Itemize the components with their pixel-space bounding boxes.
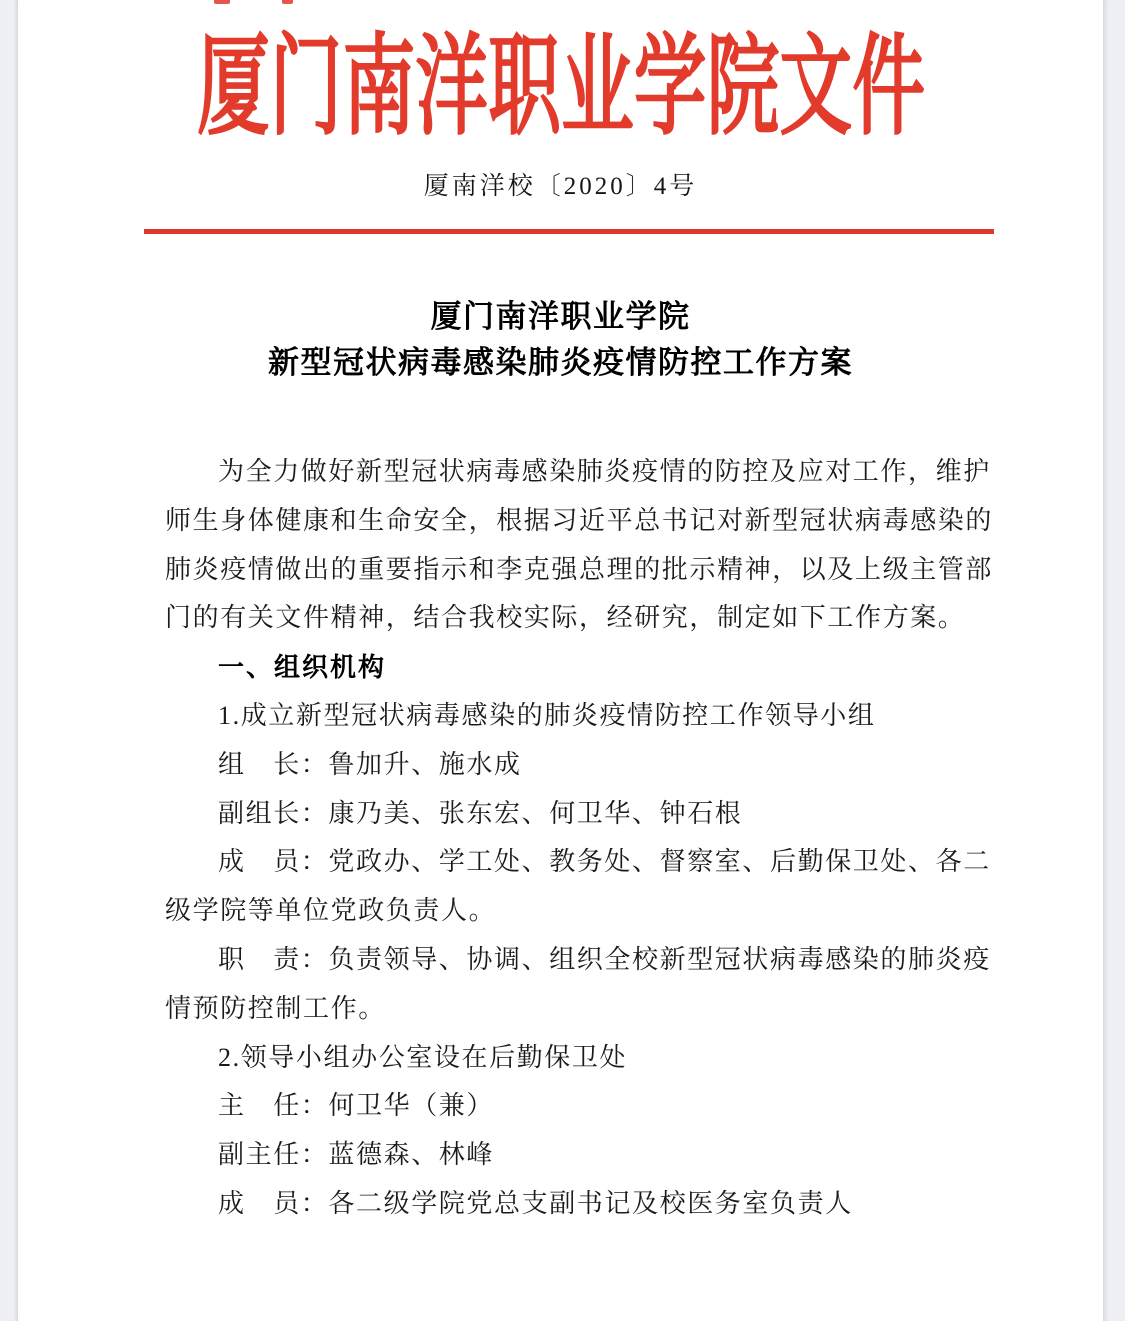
viewer-margin-right [1103, 0, 1125, 1321]
print-artifact [282, 0, 293, 4]
print-artifact [214, 0, 230, 4]
document-title-line1: 厦门南洋职业学院 [430, 299, 691, 334]
body-line: 肺炎疫情做出的重要指示和李克强总理的批示精神，以及上级主管部 [165, 554, 994, 584]
body-line: 门的有关文件精神，结合我校实际，经研究，制定如下工作方案。 [165, 603, 966, 633]
letterhead-divider [144, 229, 994, 234]
body-line: 职 责：负责领导、协调、组织全校新型冠状病毒感染的肺炎疫 [218, 944, 991, 974]
body-line: 主 任：何卫华（兼） [218, 1091, 495, 1121]
body-line: 2.领导小组办公室设在后勤保卫处 [218, 1042, 628, 1072]
body-line: 情预防控制工作。 [165, 993, 386, 1023]
body-line: 级学院等单位党政负责人。 [165, 896, 497, 926]
body-line: 师生身体健康和生命安全，根据习近平总书记对新型冠状病毒感染的 [165, 505, 994, 535]
document-title-line2: 新型冠状病毒感染肺炎疫情防控工作方案 [268, 345, 853, 380]
body-line: 副组长：康乃美、张东宏、何卫华、钟石根 [218, 798, 743, 828]
document-number: 厦南洋校〔2020〕4号 [423, 173, 698, 200]
body-line: 副主任：蓝德森、林峰 [218, 1140, 495, 1170]
body-line: 成 员：各二级学院党总支副书记及校医务室负责人 [218, 1188, 853, 1218]
body-line: 组 长：鲁加升、施水成 [218, 749, 522, 779]
document-page [18, 0, 1103, 1321]
body-line: 成 员：党政办、学工处、教务处、督察室、后勤保卫处、各二 [218, 847, 991, 877]
document-title [18, 294, 1103, 386]
red-letterhead [18, 26, 1103, 149]
body-line: 1.成立新型冠状病毒感染的肺炎疫情防控工作领导小组 [218, 700, 876, 730]
body-line: 为全力做好新型冠状病毒感染肺炎疫情的防控及应对工作，维护 [218, 457, 991, 486]
letterhead-org-title: 厦门南洋职业学院文件 [196, 26, 925, 149]
viewer-margin-left [0, 0, 18, 1321]
section-heading: 一、组织机构 [218, 652, 387, 683]
document-body [165, 448, 995, 1229]
